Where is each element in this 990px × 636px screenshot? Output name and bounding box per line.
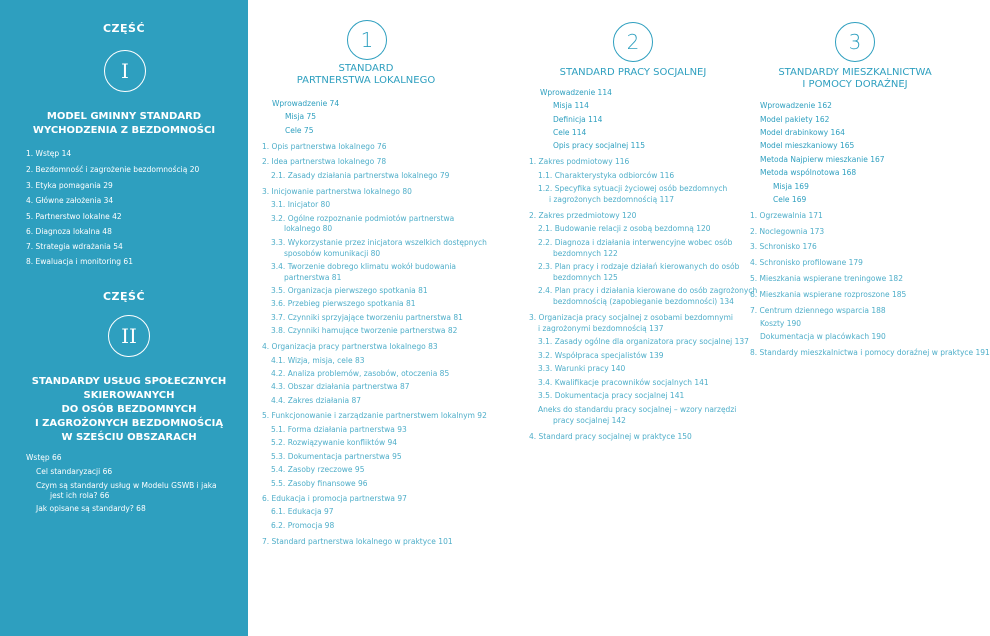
section-1-number-circle: 1 <box>347 20 387 60</box>
toc-item[interactable]: 7. Strategia wdrażania 54 <box>26 242 123 251</box>
toc-item[interactable]: 3.2. Ogólne rozpoznanie podmiotów partnerstwa <box>271 214 455 223</box>
section-2-title <box>533 67 733 79</box>
toc-item[interactable]: 3. Organizacja pracy socjalnej z osobami bezdomnymi <box>529 313 733 322</box>
toc-item[interactable]: 5. Funkcjonowanie i zarządzanie partnerstwem lokalnym 92 <box>262 411 487 420</box>
part-1-title-line: WYCHODZENIA Z BEZDOMNOŚCI <box>32 125 216 136</box>
part-1-label: CZĘŚĆ <box>102 22 146 35</box>
toc-item[interactable]: 3.6. Przebieg pierwszego spotkania 81 <box>271 299 416 308</box>
toc-item[interactable]: 3.1. Zasady ogólne dla organizatora pracy socjalnej 137 <box>538 337 749 346</box>
toc-item[interactable]: 3.3. Warunki pracy 140 <box>538 364 626 373</box>
toc-item[interactable]: Jak opisane są standardy? 68 <box>36 504 146 513</box>
left-panel <box>0 0 248 636</box>
toc-item[interactable]: 1.1. Charakterystyka odbiorców 116 <box>538 171 675 180</box>
toc-item[interactable]: 5.4. Zasoby rzeczowe 95 <box>271 465 365 474</box>
part-2-title <box>0 375 258 445</box>
toc-item[interactable]: Wprowadzenie 162 <box>760 101 832 110</box>
toc-item[interactable]: 4. Organizacja pracy partnerstwa lokalnego 83 <box>262 342 438 351</box>
part-2-roman-circle: II <box>108 315 150 357</box>
toc-item[interactable]: 1. Ogrzewalnia 171 <box>750 211 823 220</box>
toc-item[interactable]: Metoda wspólnotowa 168 <box>760 168 857 177</box>
part-2-title-line: W SZEŚCIU OBSZARACH <box>61 432 197 443</box>
toc-item[interactable]: Cele 169 <box>773 195 807 204</box>
toc-item[interactable]: 2.4. Plan pracy i działania kierowane do osób zagrożonych <box>538 286 758 295</box>
toc-item[interactable]: Czym są standardy usług w Modelu GSWB i jaka <box>36 481 217 490</box>
part-1-title-line: MODEL GMINNY STANDARD <box>46 111 202 122</box>
section-3-number-circle: 3 <box>835 22 875 62</box>
toc-item[interactable]: 3.1. Inicjator 80 <box>271 200 331 209</box>
toc-item[interactable]: 3.4. Kwalifikacje pracowników socjalnych 141 <box>538 378 709 387</box>
toc-item[interactable]: 4. Schronisko profilowane 179 <box>750 258 863 267</box>
toc-item[interactable]: Aneks do standardu pracy socjalnej – wzory narzędzi <box>538 405 737 414</box>
part-2-title-line: STANDARDY USŁUG SPOŁECZNYCH <box>31 376 227 387</box>
toc-item[interactable]: 6. Edukacja i promocja partnerstwa 97 <box>262 494 407 503</box>
toc-item[interactable]: 4.3. Obszar działania partnerstwa 87 <box>271 382 410 391</box>
toc-item[interactable]: Cele 114 <box>553 128 587 137</box>
toc-item[interactable]: Cele 75 <box>285 126 314 135</box>
toc-item[interactable]: Definicja 114 <box>553 115 603 124</box>
toc-item[interactable]: 2. Noclegownia 173 <box>750 227 825 236</box>
toc-item[interactable]: 5. Partnerstwo lokalne 42 <box>26 212 122 221</box>
toc-item[interactable]: Misja 169 <box>773 182 809 191</box>
toc-item[interactable]: bezdomnych 125 <box>553 273 618 282</box>
section-3-title-line: I POMOCY DORAŹNEJ <box>802 79 908 90</box>
toc-item[interactable]: lokalnego 80 <box>284 224 333 233</box>
section-3-title <box>755 67 955 91</box>
toc-item[interactable]: 6.1. Edukacja 97 <box>271 507 334 516</box>
toc-item[interactable]: Koszty 190 <box>760 319 802 328</box>
toc-item[interactable]: Model mieszkaniowy 165 <box>760 141 855 150</box>
toc-item[interactable]: 6. Diagnoza lokalna 48 <box>26 227 112 236</box>
toc-item[interactable]: Misja 75 <box>285 112 317 121</box>
toc-item[interactable]: 3. Schronisko 176 <box>750 242 817 251</box>
toc-item[interactable]: i zagrożonych bezdomnością 117 <box>549 195 674 204</box>
toc-item[interactable]: 3.5. Organizacja pierwszego spotkania 81 <box>271 286 428 295</box>
toc-item[interactable]: sposobów komunikacji 80 <box>284 249 381 258</box>
toc-item[interactable]: Dokumentacja w placówkach 190 <box>760 332 886 341</box>
part-2-title-line: DO OSÓB BEZDOMNYCH <box>61 404 197 415</box>
toc-item[interactable]: 1. Opis partnerstwa lokalnego 76 <box>262 142 387 151</box>
part-1-roman-circle: I <box>104 50 146 92</box>
toc-item[interactable]: 7. Standard partnerstwa lokalnego w praktyce 101 <box>262 537 453 546</box>
toc-item[interactable]: 1. Wstęp 14 <box>26 149 72 158</box>
toc-item[interactable]: Model drabinkowy 164 <box>760 128 845 137</box>
toc-item[interactable]: Misja 114 <box>553 101 589 110</box>
section-1-title-line: STANDARD <box>338 63 394 74</box>
toc-item[interactable]: 4.1. Wizja, misja, cele 83 <box>271 356 365 365</box>
toc-item[interactable]: 3.2. Współpraca specjalistów 139 <box>538 351 664 360</box>
toc-item[interactable]: 5. Mieszkania wspierane treningowe 182 <box>750 274 903 283</box>
toc-item[interactable]: 8. Ewaluacja i monitoring 61 <box>26 257 133 266</box>
part-1-title <box>0 110 248 138</box>
toc-item[interactable]: bezdomnych 122 <box>553 249 618 258</box>
toc-item[interactable]: 2.3. Plan pracy i rodzaje działań kierowanych do osób <box>538 262 740 271</box>
toc-item[interactable]: Opis pracy socjalnej 115 <box>553 141 645 150</box>
toc-item[interactable]: 3.7. Czynniki sprzyjające tworzeniu partnerstwa 81 <box>271 313 463 322</box>
toc-item[interactable]: 3. Etyka pomagania 29 <box>26 181 113 190</box>
toc-item[interactable]: jest ich rola? 66 <box>50 491 110 500</box>
toc-item[interactable]: 4. Standard pracy socjalnej w praktyce 150 <box>529 432 692 441</box>
toc-item[interactable]: Cel standaryzacji 66 <box>36 467 113 476</box>
toc-item[interactable]: 2. Zakres przedmiotowy 120 <box>529 211 637 220</box>
part-2-title-line: I ZAGROŻONYCH BEZDOMNOŚCIĄ <box>34 418 224 429</box>
toc-item[interactable]: Wprowadzenie 114 <box>540 88 612 97</box>
toc-item[interactable]: 4.2. Analiza problemów, zasobów, otoczenia 85 <box>271 369 450 378</box>
toc-item[interactable]: 3. Inicjowanie partnerstwa lokalnego 80 <box>262 187 412 196</box>
toc-item[interactable]: 2.1. Budowanie relacji z osobą bezdomną 120 <box>538 224 711 233</box>
toc-item[interactable]: i zagrożonymi bezdomnością 137 <box>538 324 664 333</box>
section-2-title-line: STANDARD PRACY SOCJALNEJ <box>559 67 707 78</box>
toc-item[interactable]: 2. Idea partnerstwa lokalnego 78 <box>262 157 387 166</box>
toc-item[interactable]: 3.4. Tworzenie dobrego klimatu wokół budowania <box>271 262 457 271</box>
toc-item[interactable]: partnerstwa 81 <box>284 273 342 282</box>
toc-item[interactable]: 2.1. Zasady działania partnerstwa lokalnego 79 <box>271 171 450 180</box>
toc-item[interactable]: pracy socjalnej 142 <box>553 416 626 425</box>
part-2-title-line: SKIEROWANYCH <box>83 390 175 401</box>
toc-item[interactable]: Metoda Najpierw mieszkanie 167 <box>760 155 885 164</box>
toc-item[interactable]: Wstęp 66 <box>26 453 62 462</box>
toc-item[interactable]: Wprowadzenie 74 <box>272 99 340 108</box>
toc-item[interactable]: 7. Centrum dziennego wsparcia 188 <box>750 306 886 315</box>
section-1-title <box>266 63 466 87</box>
section-3-title-line: STANDARDY MIESZKALNICTWA <box>778 67 932 78</box>
toc-item[interactable]: 5.3. Dokumentacja partnerstwa 95 <box>271 452 402 461</box>
toc-item[interactable]: 3.8. Czynniki hamujące tworzenie partnerstwa 82 <box>271 326 458 335</box>
section-1-title-line: PARTNERSTWA LOKALNEGO <box>296 75 436 86</box>
toc-item[interactable]: 2. Bezdomność i zagrożenie bezdomnością 20 <box>26 165 200 174</box>
toc-item[interactable]: 6.2. Promocja 98 <box>271 521 335 530</box>
toc-item[interactable]: 2.2. Diagnoza i działania interwencyjne wobec osób <box>538 238 733 247</box>
toc-item[interactable]: 5.1. Forma działania partnerstwa 93 <box>271 425 407 434</box>
toc-item[interactable]: Model pakiety 162 <box>760 115 830 124</box>
toc-item[interactable]: 3.5. Dokumentacja pracy socjalnej 141 <box>538 391 685 400</box>
part-2-label: CZĘŚĆ <box>102 290 146 303</box>
toc-item[interactable]: 5.2. Rozwiązywanie konfliktów 94 <box>271 438 398 447</box>
toc-item[interactable]: 8. Standardy mieszkalnictwa i pomocy doraźnej w praktyce 191 <box>750 348 990 357</box>
toc-item[interactable]: 4. Główne założenia 34 <box>26 196 114 205</box>
toc-item[interactable]: 1. Zakres podmiotowy 116 <box>529 157 630 166</box>
toc-item[interactable]: 5.5. Zasoby finansowe 96 <box>271 479 368 488</box>
toc-item[interactable]: 4.4. Zakres działania 87 <box>271 396 362 405</box>
toc-item[interactable]: bezdomnością (zapobieganie bezdomności) 134 <box>553 297 734 306</box>
toc-item[interactable]: 6. Mieszkania wspierane rozproszone 185 <box>750 290 907 299</box>
section-2-number-circle: 2 <box>613 22 653 62</box>
toc-item[interactable]: 3.3. Wykorzystanie przez inicjatora wszelkich dostępnych <box>271 238 487 247</box>
toc-item[interactable]: 1.2. Specyfika sytuacji życiowej osób bezdomnych <box>538 184 728 193</box>
